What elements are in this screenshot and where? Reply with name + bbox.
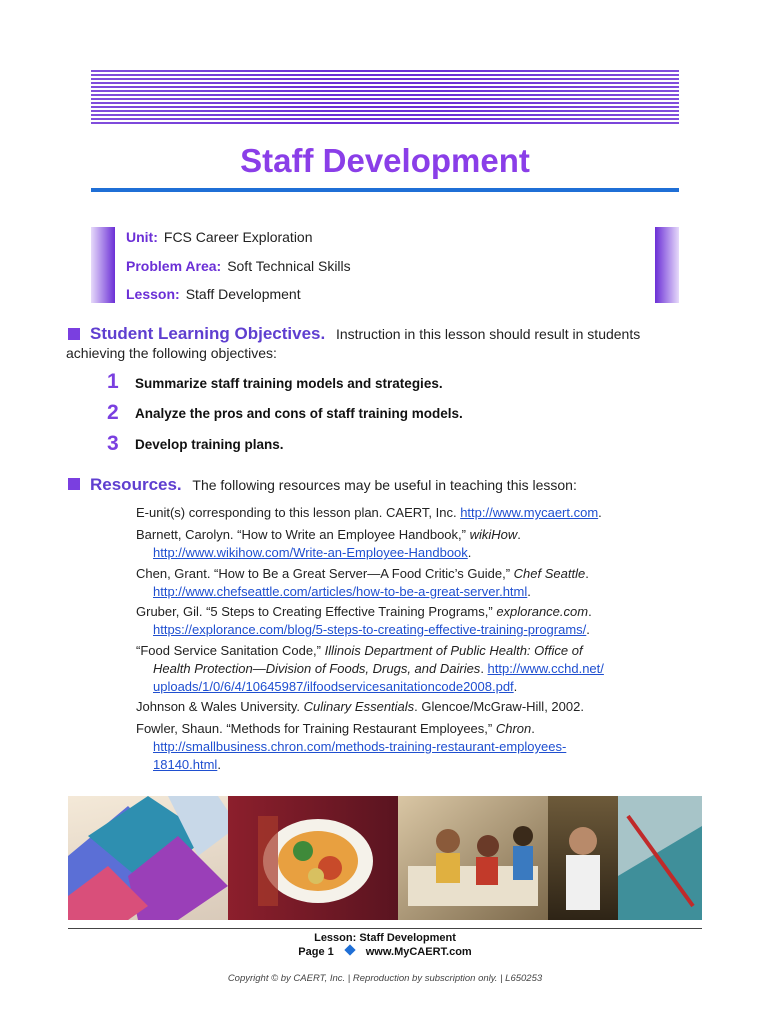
resource-link[interactable]: http://www.cchd.net/: [487, 661, 604, 676]
resource-text: Johnson & Wales University.: [136, 699, 304, 714]
meta-problem-area: [126, 258, 351, 274]
footer-rule: [68, 928, 702, 929]
resource-item: Gruber, Gil. “5 Steps to Creating Effective Training Programs,” explorance.com. https://explorance.com/blog/5-steps-to-creating-effective-training-programs/.: [136, 604, 592, 637]
photo-collage-banner: [68, 796, 702, 920]
resources-heading-text: Resources.: [90, 475, 182, 494]
meta-unit: [126, 229, 313, 245]
resources-intro: The following resources may be useful in teaching this lesson:: [192, 477, 577, 493]
resource-item: “Food Service Sanitation Code,” Illinois Department of Public Health: Office of Health Protection—Division of Foods, Drugs, and Dairies. http://www.cchd.net/ uploads/1/0/6/4/10645987/ilfoodservicesanitationcode2008.pdf.: [136, 643, 604, 694]
meta-left-bar: [91, 227, 115, 303]
resource-link[interactable]: http://www.wikihow.com/Write-an-Employee-Handbook: [153, 545, 468, 560]
resource-text: E-unit(s) corresponding to this lesson plan. CAERT, Inc.: [136, 505, 461, 520]
resource-item: Chen, Grant. “How to Be a Great Server—A Food Critic’s Guide,” Chef Seattle. http://www.chefseattle.com/articles/how-to-be-a-great-server.html.: [136, 566, 589, 599]
resource-text: Gruber, Gil. “5 Steps to Creating Effective Training Programs,”: [136, 604, 497, 619]
meta-lesson: [126, 286, 301, 302]
objectives-intro-cont: achieving the following objectives:: [66, 345, 277, 361]
resource-link[interactable]: http://www.mycaert.com: [460, 505, 599, 520]
resource-link[interactable]: http://www.chefseattle.com/articles/how-to-be-a-great-server.html: [153, 584, 528, 599]
page-title: Staff Development: [240, 142, 530, 179]
resources-bullet-square: [68, 478, 80, 490]
resource-source: explorance.com: [496, 604, 589, 619]
footer-page-line: [0, 946, 770, 958]
resource-item: Fowler, Shaun. “Methods for Training Restaurant Employees,” Chron. http://smallbusiness.chron.com/methods-training-restaurant-employees- 18140.html.: [136, 721, 567, 772]
resource-link[interactable]: https://explorance.com/blog/5-steps-to-creating-effective-training-programs/: [153, 622, 587, 637]
area-value: Soft Technical Skills: [227, 258, 351, 274]
resource-text: Barnett, Carolyn. “How to Write an Employee Handbook,”: [136, 527, 470, 542]
objective-text: Analyze the pros and cons of staff training models.: [135, 406, 463, 421]
resource-source-cont: Health Protection—Division of Foods, Drugs, and Dairies: [153, 661, 481, 676]
objective-text: Summarize staff training models and strategies.: [135, 376, 443, 391]
resource-item: Barnett, Carolyn. “How to Write an Employee Handbook,” wikiHow. http://www.wikihow.com/Write-an-Employee-Handbook.: [136, 527, 521, 560]
resource-link[interactable]: http://smallbusiness.chron.com/methods-training-restaurant-employees-: [153, 739, 567, 754]
objectives-bullet-square: [68, 328, 80, 340]
footer-page: Page 1: [298, 946, 334, 958]
resource-link[interactable]: uploads/1/0/6/4/10645987/ilfoodservicesanitationcode2008.pdf: [153, 679, 514, 694]
resources-heading: [90, 475, 577, 495]
resource-link[interactable]: 18140.html: [153, 757, 218, 772]
footer-lesson: Lesson: Staff Development: [314, 932, 456, 944]
objectives-heading: [90, 324, 640, 344]
lesson-value: Staff Development: [185, 286, 301, 302]
objectives-intro: Instruction in this lesson should result in students: [335, 326, 641, 342]
resource-source: Chron: [495, 721, 532, 736]
objective-text: Develop training plans.: [135, 437, 284, 452]
resource-source: Culinary Essentials: [303, 699, 415, 714]
resource-source: Illinois Department of Public Health: Office of: [324, 643, 583, 658]
area-label: Problem Area:: [126, 258, 222, 274]
lesson-label: Lesson:: [126, 286, 180, 302]
header-stripes-fade: [91, 70, 679, 124]
objective-number: 2: [107, 401, 119, 424]
resource-item: E-unit(s) corresponding to this lesson plan. CAERT, Inc. http://www.mycaert.com.: [136, 505, 602, 520]
title-rule: [91, 188, 679, 192]
footer-copyright: Copyright © by CAERT, Inc. | Reproduction by subscription only. | L650253: [227, 973, 543, 984]
resource-text: Chen, Grant. “How to Be a Great Server—A Food Critic’s Guide,”: [136, 566, 514, 581]
resource-source: wikiHow: [469, 527, 518, 542]
footer-site: www.MyCAERT.com: [365, 946, 472, 958]
objectives-heading-text: Student Learning Objectives.: [90, 324, 326, 343]
unit-label: Unit:: [126, 229, 158, 245]
objective-number: 1: [107, 370, 119, 393]
unit-value: FCS Career Exploration: [163, 229, 313, 245]
objective-number: 3: [107, 432, 119, 455]
resource-item: [136, 698, 656, 716]
resource-text: . Glencoe/McGraw-Hill, 2002.: [414, 699, 584, 714]
meta-right-bar: [655, 227, 679, 303]
diamond-icon: [344, 944, 355, 955]
resource-text: “Food Service Sanitation Code,”: [136, 643, 325, 658]
resource-text: Fowler, Shaun. “Methods for Training Restaurant Employees,”: [136, 721, 496, 736]
resource-source: Chef Seattle: [513, 566, 586, 581]
